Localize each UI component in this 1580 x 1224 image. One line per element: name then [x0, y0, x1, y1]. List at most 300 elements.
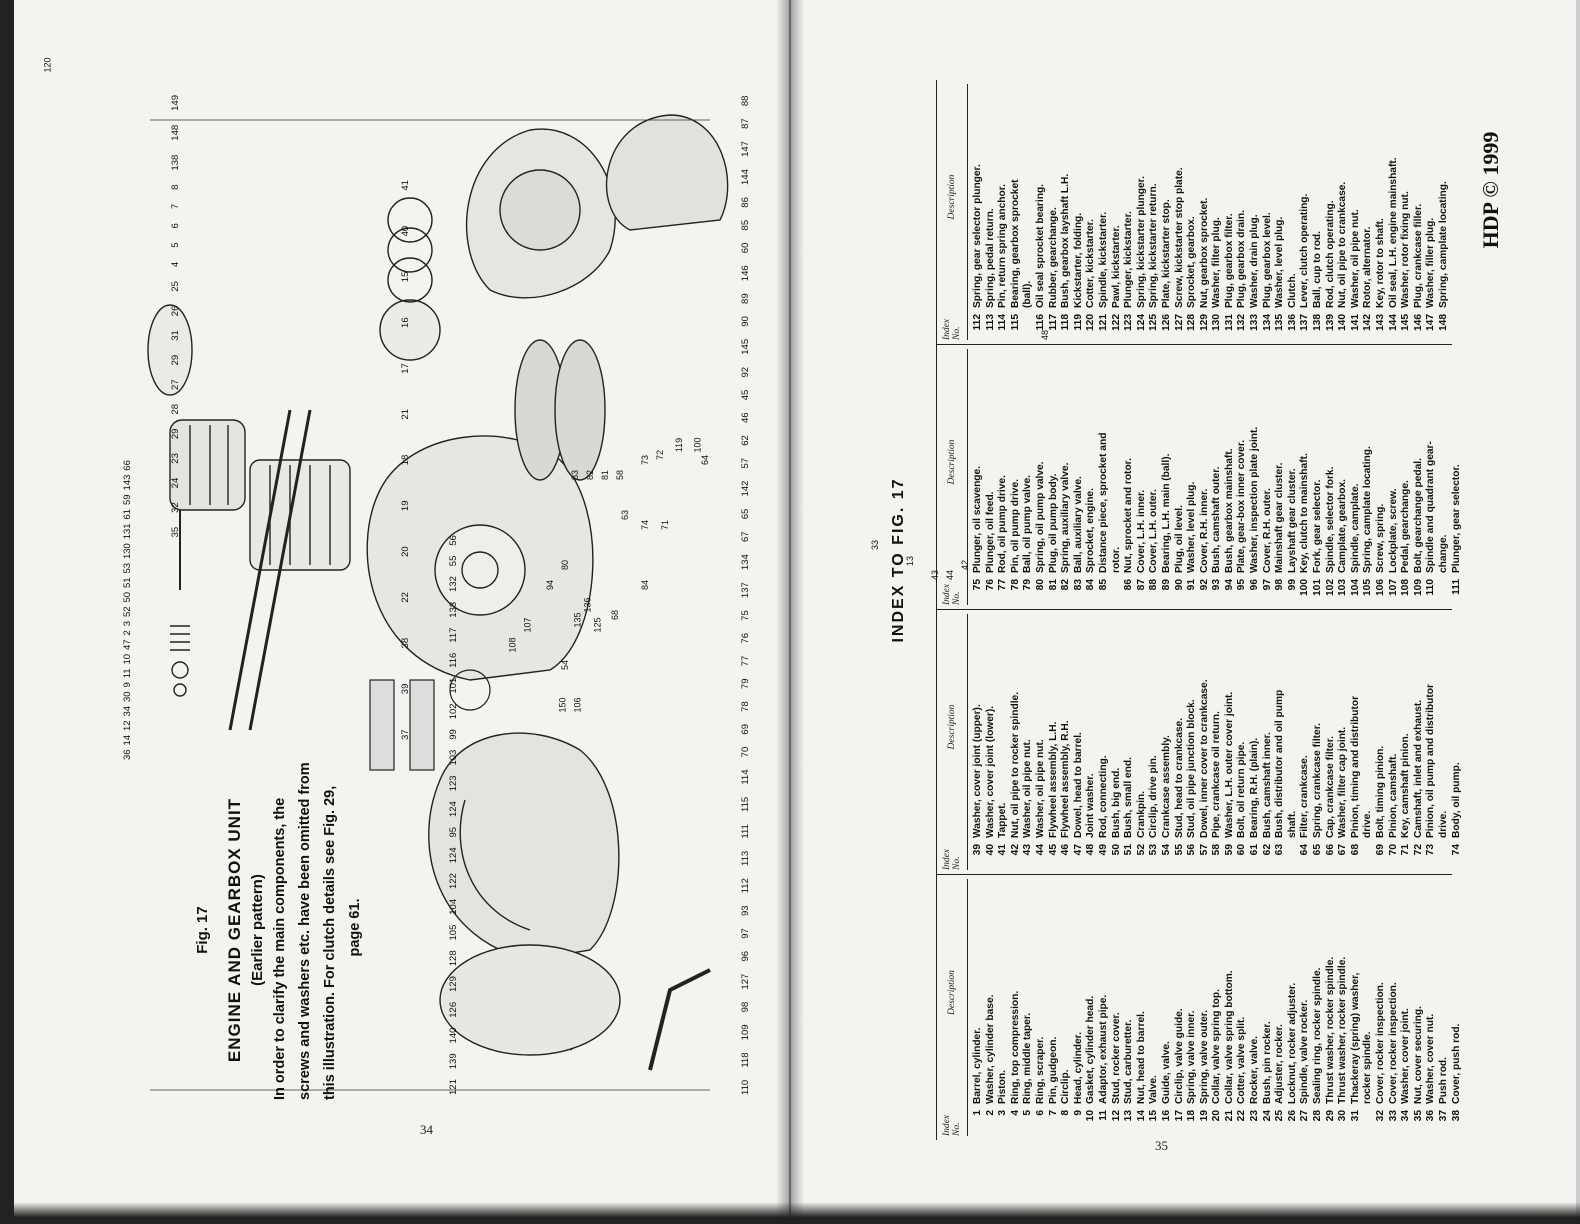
index-entry — [1262, 349, 1275, 605]
index-entry-number: 75 — [972, 579, 983, 591]
index-entry-description: Spring, crankcase filter. — [1312, 723, 1324, 838]
callout-number: 121 — [448, 1079, 459, 1095]
index-entry-number — [1438, 573, 1451, 605]
index-entry-number: 51 — [1123, 844, 1135, 856]
index-entry-number: 139 — [1324, 314, 1336, 331]
callout-number: 127 — [740, 973, 751, 990]
index-entry-description: Spring, oil pump valve. — [1034, 461, 1046, 573]
index-entry — [1236, 349, 1249, 605]
index-entry-description: Washer, rotor fixing nut. — [1400, 191, 1412, 308]
index-entry-number: 147 — [1425, 314, 1437, 331]
callout-number: 44 — [945, 569, 956, 581]
index-entry — [1375, 614, 1388, 870]
index-entry-description: Cover, rocker inspection. — [1375, 982, 1386, 1104]
index-entry-number: 130 — [1211, 314, 1223, 331]
index-entry — [1111, 614, 1124, 870]
figure-title: ENGINE AND GEARBOX UNIT — [225, 797, 244, 1063]
index-entry-number: 14 — [1135, 1110, 1147, 1122]
index-entry-description: Lever, clutch operating. — [1299, 193, 1311, 308]
callout-number: 29 — [170, 428, 181, 440]
index-entry — [1211, 349, 1224, 605]
index-entry — [972, 349, 985, 605]
callout-number: 73 — [640, 454, 651, 466]
index-entry — [1312, 614, 1325, 870]
callout-number: 70 — [740, 746, 751, 758]
index-entry-description: Ball, cup to rod. — [1312, 231, 1324, 308]
callout-number: 27 — [170, 379, 181, 390]
index-entry-description: Rod, oil pump drive. — [997, 475, 1009, 573]
callout-number: 9 — [122, 682, 133, 688]
index-column-header — [937, 84, 968, 340]
index-entry-number: 27 — [1299, 1110, 1311, 1122]
index-entry-description: Stud, rocker cover. — [1110, 1012, 1122, 1104]
callout-number: 96 — [740, 950, 751, 962]
index-entry-number: 129 — [1198, 314, 1210, 331]
index-entry-number: 127 — [1173, 314, 1185, 331]
index-entry-description: Flywheel assembly, L.H. — [1047, 721, 1059, 838]
index-entry — [1413, 84, 1426, 340]
index-entry-description: rotor. — [1110, 546, 1122, 573]
callout-number: 125 — [592, 617, 603, 633]
index-entry-description: Plug, oil pump body. — [1047, 473, 1059, 573]
index-entry — [1337, 614, 1350, 870]
index-entry-number: 73 — [1425, 844, 1437, 856]
index-entry-number: 146 — [1412, 314, 1424, 331]
index-entry — [1035, 879, 1048, 1136]
index-entry-description: Tappet. — [997, 802, 1009, 838]
index-entry-number: 62 — [1261, 844, 1273, 856]
callout-number: 29 — [170, 354, 181, 366]
index-entry — [1400, 614, 1413, 870]
index-entry-number: 126 — [1160, 314, 1172, 331]
index-entry-number: 35 — [1412, 1110, 1424, 1122]
index-entry-description: Washer, oil pipe nut. — [1022, 739, 1034, 838]
index-entry — [1388, 349, 1401, 605]
index-entry-number: 32 — [1375, 1110, 1386, 1122]
index-entry-description: Stud, oil pipe junction block. — [1186, 699, 1198, 838]
callout-number: 148 — [170, 124, 181, 141]
index-entry-number: 55 — [1173, 844, 1185, 856]
callout-number: 124 — [448, 847, 459, 864]
index-entry-number: 88 — [1148, 579, 1160, 591]
index-entry-description: Spring, gear selector plunger. — [972, 164, 983, 308]
index-entry-number: 101 — [1312, 579, 1324, 596]
index-entry-description: Sprocket, engine. — [1085, 488, 1097, 573]
callout-number: 32 — [170, 502, 181, 513]
index-entry-number: 105 — [1362, 579, 1374, 596]
callout-number: 6 — [170, 223, 181, 229]
index-entry-number: 52 — [1135, 844, 1147, 856]
callout-number: 10 — [122, 653, 133, 665]
index-entry — [985, 84, 998, 340]
callout-number: 61 — [122, 508, 133, 520]
index-entry-description: Ring, middle taper. — [1022, 1012, 1034, 1104]
index-entry-description: Kickstarter, folding. — [1072, 212, 1084, 308]
index-entry-description: Pinion, camshaft. — [1387, 753, 1399, 838]
callout-number: 124 — [448, 801, 459, 818]
callout-number: 31 — [170, 330, 181, 341]
index-entry-number: 122 — [1110, 314, 1122, 331]
index-entry — [1299, 84, 1312, 340]
index-entry-number: 102 — [1324, 579, 1336, 596]
index-entry-description: Bolt, oil return pipe. — [1236, 741, 1248, 838]
index-entry-description: Ring, top compression. — [1009, 990, 1021, 1104]
header-description: Description — [947, 704, 957, 750]
callout-number: 119 — [674, 437, 685, 453]
header-index-no: Index No. — [942, 583, 962, 605]
index-entry-description: Pin, oil pump drive. — [1009, 479, 1021, 573]
index-entry — [1337, 84, 1350, 340]
index-entry — [1350, 349, 1363, 605]
index-entry-number: 40 — [984, 844, 996, 856]
index-entry-description: Washer, level plug. — [1274, 216, 1286, 308]
index-entry-number: 18 — [1186, 1110, 1198, 1122]
index-entry — [1010, 879, 1023, 1136]
index-entry-number: 65 — [1312, 844, 1324, 856]
callout-number: 147 — [740, 141, 751, 157]
index-entry-number: 53 — [1148, 844, 1160, 856]
index-entry-number: 9 — [1072, 1110, 1084, 1116]
callout-number: 107 — [522, 617, 533, 633]
index-entry-number: 8 — [1060, 1110, 1072, 1116]
index-entry — [1224, 84, 1237, 340]
index-entry-number: 82 — [1060, 579, 1072, 591]
callout-number: 65 — [740, 508, 751, 520]
index-entry-number: 50 — [1110, 844, 1122, 856]
index-entry-description: Barrel, cylinder. — [972, 1027, 983, 1104]
index-entry-description: Spring, camplate locating. — [1362, 446, 1374, 573]
callout-number: 134 — [740, 554, 751, 571]
index-entry — [1400, 879, 1413, 1136]
index-entry — [1325, 84, 1338, 340]
index-entry-description: Spring, kickstarter return. — [1148, 183, 1160, 308]
index-entry-number: 26 — [1286, 1110, 1298, 1122]
index-entry-number: 74 — [1450, 844, 1462, 856]
index-entry — [1174, 84, 1187, 340]
index-entry-description: Spring, camplate locating. — [1437, 181, 1449, 308]
index-entry-number: 112 — [972, 314, 983, 331]
index-entry — [1035, 349, 1048, 605]
index-entry — [1249, 879, 1262, 1136]
index-entry-number: 61 — [1249, 844, 1261, 856]
index-entry — [1451, 879, 1464, 1136]
index-entry-number: 81 — [1047, 579, 1059, 591]
index-entry — [1174, 879, 1187, 1136]
index-entry-description: Filter, crankcase. — [1299, 755, 1311, 838]
callout-row-bottom — [740, 95, 754, 1095]
callout-number: 19 — [400, 500, 411, 512]
callout-number: 17 — [400, 363, 411, 374]
index-entry-number: 46 — [1060, 844, 1072, 856]
index-entry-number: 125 — [1148, 314, 1160, 331]
index-entry-description: Cover, push rod. — [1450, 1023, 1462, 1104]
index-entry-description: Oil seal, L.H. engine mainshaft. — [1387, 157, 1399, 308]
index-entry-number: 38 — [1450, 1110, 1462, 1122]
index-entry-description: Nut, cover securing. — [1412, 1006, 1424, 1104]
index-entry-description: Pin, gudgeon. — [1047, 1036, 1059, 1104]
index-entry-number: 131 — [1223, 314, 1235, 331]
index-entry-description: Washer, cover joint (lower). — [984, 705, 996, 838]
index-entry — [1274, 84, 1287, 340]
callout-number: 133 — [448, 601, 459, 618]
index-entry-description: Plunger, oil scavenge. — [972, 465, 983, 573]
header-index-no: Index No. — [942, 318, 962, 340]
index-entry-description: Ball, oil pump valve. — [1022, 475, 1034, 573]
callout-number: 77 — [740, 655, 751, 667]
index-entry-description: Cover, L.H. inner. — [1135, 489, 1147, 573]
index-entry-description: Thrust washer, rocker spindle. — [1324, 956, 1336, 1104]
index-entry — [985, 614, 998, 870]
page-number-left: 34 — [420, 1122, 433, 1137]
index-entry-description: Guide, valve. — [1160, 1041, 1172, 1104]
callout-number: 21 — [400, 408, 411, 420]
index-entry-number: 144 — [1387, 314, 1399, 331]
callout-number: 40 — [400, 225, 411, 237]
index-entry-description: Key, clutch to mainshaft. — [1299, 453, 1311, 573]
index-entry — [1022, 349, 1035, 605]
index-entry — [997, 614, 1010, 870]
index-entry — [1174, 614, 1187, 870]
figure-note-line: screws and washers etc. have been omitted from — [297, 762, 313, 1100]
index-entry-number: 107 — [1387, 579, 1399, 596]
index-entry-description: Plug, gearbox drain. — [1236, 210, 1248, 308]
index-column — [937, 875, 1462, 1140]
index-entry-number: 70 — [1387, 844, 1399, 856]
index-entry-number: 89 — [1160, 579, 1172, 591]
callout-number: 59 — [122, 494, 133, 505]
callout-number: 60 — [740, 242, 751, 254]
index-entry — [1035, 614, 1048, 870]
index-entry — [1073, 614, 1086, 870]
index-entry-description: Layshaft gear cluster. — [1286, 468, 1298, 573]
callout-number: 45 — [740, 389, 751, 401]
callout-number: 108 — [507, 637, 518, 653]
index-entry-number: 99 — [1286, 579, 1298, 591]
callout-number: 105 — [448, 924, 459, 941]
index-entry — [1211, 614, 1224, 870]
callout-number: 76 — [740, 633, 751, 644]
index-entry-description: Head, cylinder. — [1072, 1032, 1084, 1104]
index-entry-description: Washer, L.H. outer cover joint. — [1223, 691, 1235, 838]
index-entry-number: 59 — [1223, 844, 1235, 856]
index-entry-description: Spindle, valve rocker. — [1299, 999, 1311, 1104]
index-entry-number: 37 — [1437, 1110, 1449, 1122]
index-entry-description: Pin, return spring anchor. — [997, 184, 1009, 308]
index-entry-number: 12 — [1110, 1110, 1122, 1122]
index-entry-description: Plug, crankcase filler. — [1412, 203, 1424, 308]
index-entry-description: Bearing, gearbox sprocket — [1009, 179, 1021, 308]
index-entry-description: Bush, camshaft inner. — [1261, 732, 1273, 838]
index-entry — [1098, 84, 1111, 340]
callout-number: 98 — [740, 1001, 751, 1013]
callout-number: 104 — [448, 898, 459, 915]
index-entry-number: 58 — [1211, 844, 1223, 856]
index-entry-description: Rubber, gearchange. — [1047, 207, 1059, 308]
index-entry-number: 16 — [1160, 1110, 1172, 1122]
callout-number: 2 — [122, 630, 133, 636]
index-entry-description: Dowel, head to barrel. — [1072, 732, 1084, 838]
callout-number: 74 — [640, 519, 651, 531]
callout-number: 138 — [170, 154, 181, 171]
index-entry — [1287, 349, 1300, 605]
index-entry-number: 114 — [997, 314, 1009, 331]
index-entry-description: Washer, oil pipe nut. — [1034, 739, 1046, 838]
index-entry-description: Push rod. — [1437, 1057, 1449, 1104]
callout-number: 103 — [448, 749, 459, 766]
index-entry-number: 44 — [1034, 844, 1046, 856]
index-entry-number: 87 — [1135, 579, 1147, 591]
index-entry-description: Plug, oil level. — [1173, 505, 1185, 573]
index-entry-number: 79 — [1022, 579, 1034, 591]
index-entry-number: 45 — [1047, 844, 1059, 856]
index-entry — [1098, 614, 1111, 870]
index-entry — [1136, 349, 1149, 605]
index-entry — [1287, 879, 1300, 1136]
index-entry-description: Pinion, timing and distributor — [1349, 695, 1361, 838]
index-entry-description: Ring, scraper. — [1034, 1036, 1046, 1104]
index-entry-description: Cotter, valve split. — [1236, 1016, 1248, 1104]
index-entry-description: Pipe, crankcase oil return. — [1211, 711, 1223, 838]
callout-number: 116 — [448, 652, 459, 668]
index-entry — [1060, 614, 1073, 870]
index-entry-number: 97 — [1261, 579, 1273, 591]
index-entry-number: 133 — [1249, 314, 1261, 331]
callout-number: 4 — [170, 261, 181, 268]
callout-number: 135 — [572, 612, 583, 628]
index-entry-number: 43 — [1022, 844, 1034, 856]
callout-number: 75 — [740, 610, 751, 621]
callout-number: 22 — [400, 592, 411, 603]
callout-number: 130 — [122, 543, 133, 560]
index-entry — [1148, 84, 1161, 340]
index-entry-description: Body, oil pump. — [1450, 762, 1462, 838]
callout-number: 46 — [740, 412, 751, 423]
index-entry-number: 3 — [997, 1110, 1009, 1116]
index-entry — [1413, 879, 1426, 1136]
index-entry — [1199, 349, 1212, 605]
index-entry — [1249, 614, 1262, 870]
index-entry — [1085, 879, 1098, 1136]
callout-number: 126 — [448, 1001, 459, 1018]
index-entry-number: 142 — [1362, 314, 1374, 331]
figure-note-line: page 61. — [347, 898, 363, 957]
callout-number: 123 — [448, 775, 459, 792]
index-entry-description: Valve. — [1148, 1075, 1160, 1104]
index-entry-number: 21 — [1223, 1110, 1235, 1122]
index-entry-number: 33 — [1387, 1110, 1399, 1122]
callout-number: 131 — [122, 523, 133, 540]
index-entry-description: Spring, pedal return. — [984, 208, 996, 308]
callout-number: 149 — [170, 95, 181, 111]
callout-number: 143 — [122, 474, 133, 491]
index-entry-description: Circlip, valve guide. — [1173, 1008, 1185, 1104]
index-entry-number: 47 — [1072, 844, 1084, 856]
index-entry-description: Bush, distributor and oil pump — [1274, 689, 1286, 838]
index-entry — [1337, 349, 1350, 605]
callout-number: 7 — [170, 203, 181, 210]
callout-number: 67 — [740, 531, 751, 543]
index-entry-description: Nut, oil pipe to crankcase. — [1337, 181, 1349, 308]
index-entry — [1123, 879, 1136, 1136]
callout-number: 14 — [122, 734, 133, 746]
index-entry-description: shaft. — [1286, 810, 1298, 838]
index-entry-description: Plunger, kickstarter. — [1123, 211, 1135, 308]
index-column-header — [937, 614, 968, 870]
index-entry-number: 54 — [1160, 844, 1172, 856]
index-entry-description: Adjuster, rocker. — [1274, 1024, 1286, 1104]
index-entry-description: Washer, inspection plate joint. — [1249, 426, 1261, 573]
index-entry — [1451, 349, 1464, 605]
index-entry — [1048, 84, 1061, 340]
index-entry-number — [1438, 838, 1451, 870]
index-entry — [1425, 84, 1438, 340]
index-entry-number: 103 — [1337, 579, 1349, 596]
callout-number: 54 — [560, 659, 571, 671]
callout-number: 102 — [448, 703, 459, 720]
index-entry-number: 145 — [1400, 314, 1412, 331]
index-entry-number: 31 — [1349, 1110, 1361, 1122]
index-entry — [1048, 614, 1061, 870]
index-entry-description: Key, camshaft pinion. — [1400, 733, 1412, 838]
callout-number: 85 — [740, 219, 751, 231]
index-entry — [1287, 84, 1300, 340]
callout-number: 12 — [122, 720, 133, 731]
callout-number: 35 — [170, 526, 181, 538]
index-entry-number: 108 — [1400, 579, 1412, 596]
index-entry-description: Washer, level plug. — [1186, 481, 1198, 573]
index-entry — [1161, 879, 1174, 1136]
callout-row-second — [122, 460, 136, 760]
index-entry-number: 86 — [1123, 579, 1135, 591]
callout-number: 115 — [740, 796, 751, 812]
callout-number: 128 — [448, 950, 459, 967]
callout-number: 117 — [448, 627, 459, 643]
callout-number: 25 — [170, 281, 181, 292]
callout-number: 150 — [557, 697, 568, 713]
index-entry-description: Spring, auxiliary valve. — [1060, 462, 1072, 573]
index-entry — [1186, 614, 1199, 870]
index-entry-number: 29 — [1324, 1110, 1336, 1122]
index-entry-number: 66 — [1324, 844, 1336, 856]
index-entry-description: Pinion, oil pump and distributor — [1425, 684, 1437, 838]
callout-number: 82 — [585, 469, 596, 481]
callout-number: 39 — [400, 683, 411, 695]
index-entry-description: Washer, cover joint (upper). — [972, 704, 983, 838]
index-entry-description: Stud, carburetter. — [1123, 1019, 1135, 1104]
index-entry-description: Collar, valve spring bottom. — [1223, 970, 1235, 1104]
header-index-no: Index No. — [942, 848, 962, 870]
index-entry-description: Bush, gearbox mainshaft. — [1223, 448, 1235, 573]
index-entry — [1388, 84, 1401, 340]
index-entry-number: 113 — [984, 314, 996, 331]
index-entry — [1274, 879, 1287, 1136]
index-entry-description: Gasket, cylinder head. — [1085, 995, 1097, 1104]
index-entry-number: 98 — [1274, 579, 1286, 591]
index-entry-description: Washer, oil pipe nut. — [1349, 209, 1361, 308]
index-entry-number: 20 — [1211, 1110, 1223, 1122]
index-entry-description: Rod, connecting. — [1097, 755, 1109, 838]
index-entry-description: Crankpin. — [1135, 791, 1147, 838]
index-entry — [1249, 84, 1262, 340]
index-entry-description: Sealing ring, rocker spindle. — [1312, 967, 1324, 1104]
index-entry — [972, 614, 985, 870]
index-entry — [1010, 349, 1023, 605]
index-entry-number: 116 — [1034, 314, 1046, 331]
callout-number: 110 — [740, 1079, 751, 1095]
index-entry — [1048, 879, 1061, 1136]
callout-number: 122 — [448, 873, 459, 889]
index-entry — [1136, 614, 1149, 870]
